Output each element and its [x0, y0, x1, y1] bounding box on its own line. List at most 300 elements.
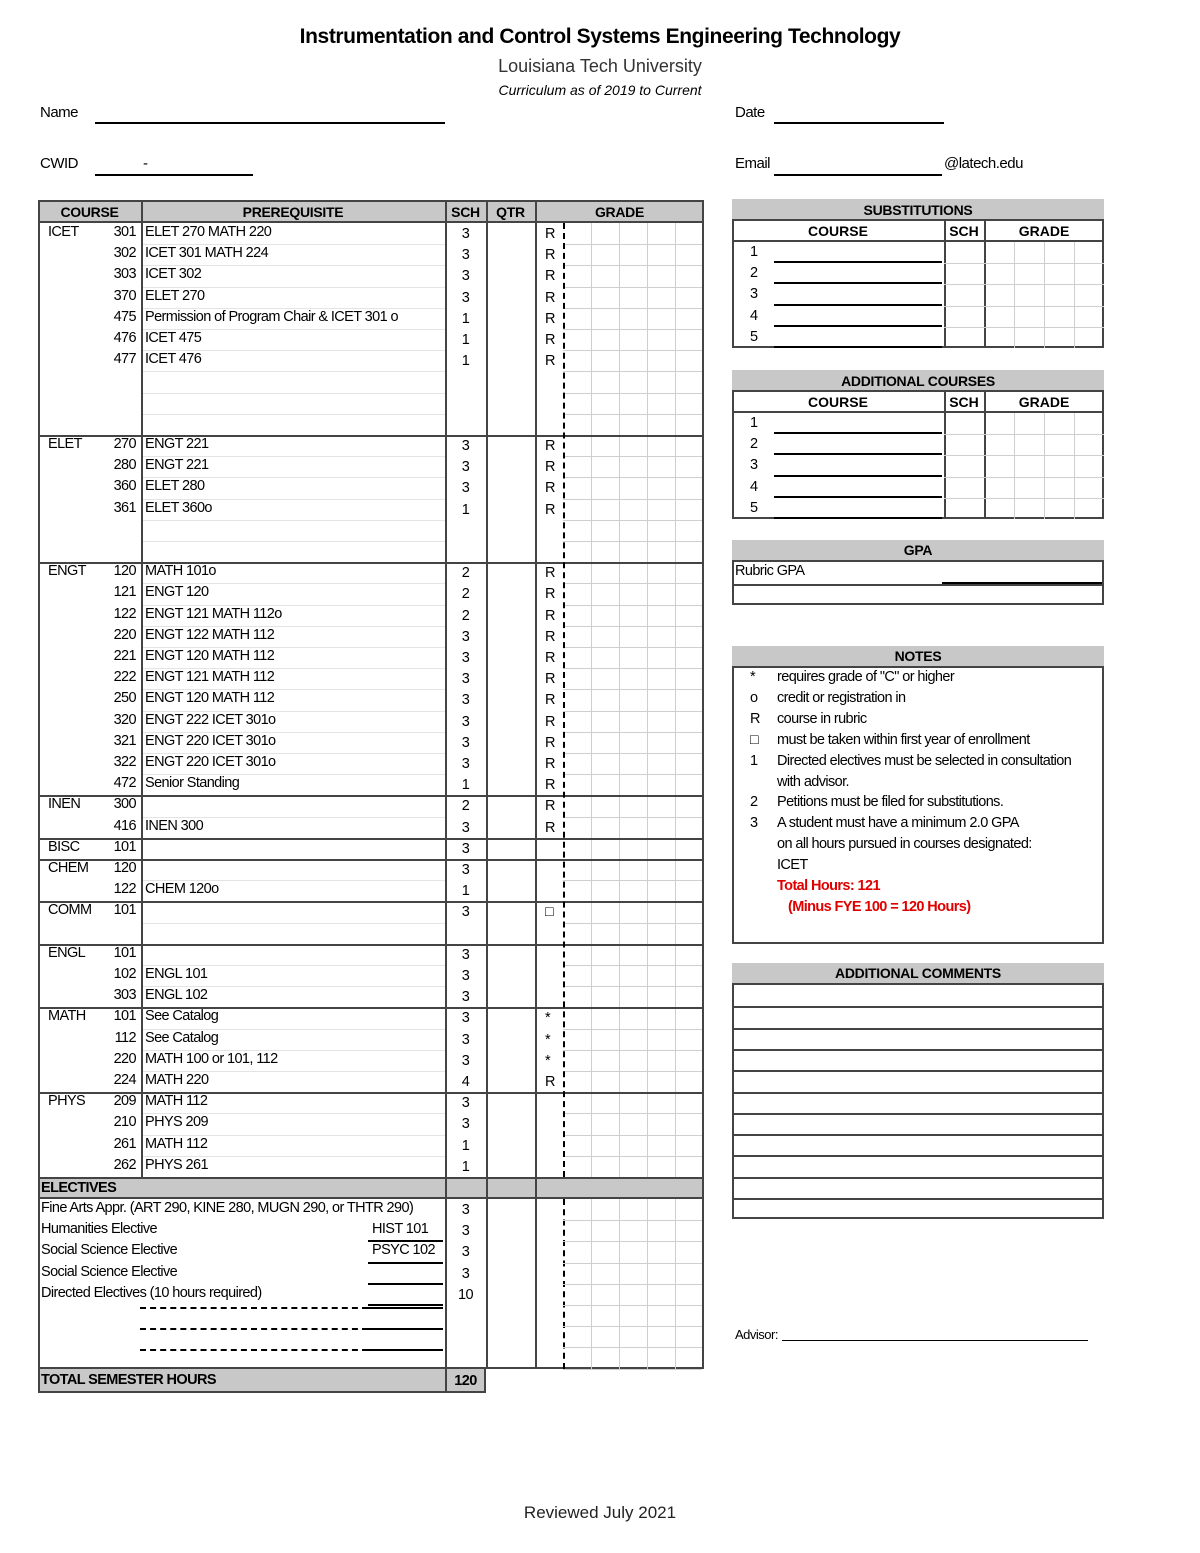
row-qtr-field[interactable]: [488, 1008, 533, 1027]
row-course-number: 112: [114, 1029, 136, 1046]
comment-line[interactable]: [732, 1177, 1104, 1179]
substitutions-course-field[interactable]: [774, 282, 942, 284]
row-sch: 3: [461, 840, 470, 857]
elective-course: HIST 101: [372, 1221, 429, 1238]
row-qtr-field[interactable]: [488, 245, 533, 264]
substitutions-title: SUBSTITUTIONS: [732, 199, 1104, 221]
row-grade-field[interactable]: [565, 860, 700, 879]
row-grade-field[interactable]: [565, 733, 700, 752]
gpa-title: GPA: [732, 540, 1104, 562]
row-sch: 3: [461, 734, 470, 751]
directed-elective-field[interactable]: [368, 1328, 443, 1330]
row-course-number: 101: [113, 944, 136, 961]
row-course-number: 320: [113, 711, 136, 728]
row-course-number: 120: [113, 860, 136, 876]
row-course-number: 210: [113, 1114, 136, 1131]
row-grade-field[interactable]: [565, 478, 700, 497]
row-course-number: 221: [113, 648, 136, 664]
row-qtr-field[interactable]: [488, 394, 533, 413]
row-qtr-field[interactable]: [488, 860, 533, 879]
row-sch: 2: [461, 798, 470, 815]
row-qtr-field[interactable]: [488, 351, 533, 370]
row-grade-field[interactable]: [565, 1114, 700, 1133]
header-divider: [535, 200, 537, 223]
row-prerequisite: PHYS 261: [145, 1156, 208, 1173]
row-grade-field[interactable]: [565, 796, 700, 815]
row-sch: 1: [461, 1137, 470, 1154]
row-qtr-field[interactable]: [488, 945, 533, 964]
row-grade-mark: R: [545, 565, 555, 582]
row-sch: 3: [461, 1052, 470, 1069]
row-qtr-field[interactable]: [488, 266, 533, 285]
additional-courses-row-number: 2: [750, 436, 758, 453]
row-course-number: 122: [113, 881, 136, 898]
electives-divider: [535, 1177, 537, 1369]
directed-elective-field[interactable]: [368, 1307, 443, 1309]
row-sch: 2: [461, 607, 470, 624]
row-qtr-field[interactable]: [488, 1051, 533, 1070]
row-grade-mark: R: [545, 734, 555, 751]
row-sch: 3: [461, 1116, 470, 1133]
electives-gridline: [563, 1263, 702, 1264]
row-prerequisite: Permission of Program Chair & ICET 301 o: [145, 308, 398, 325]
row-grade-field[interactable]: [565, 1072, 700, 1091]
row-prerequisite: ENGL 102: [145, 987, 208, 1004]
substitutions-course-field[interactable]: [774, 261, 942, 263]
row-qtr-field[interactable]: [488, 775, 533, 794]
elective-label: Social Science Elective: [41, 1263, 178, 1280]
row-grade-field[interactable]: [565, 1093, 700, 1112]
additional-courses-gridline: [984, 455, 1104, 456]
row-qtr-field[interactable]: [488, 1157, 533, 1176]
row-sch: 3: [461, 438, 470, 454]
comment-line[interactable]: [732, 1049, 1104, 1051]
row-grade-field[interactable]: [565, 351, 700, 370]
footer-reviewed: Reviewed July 2021: [523, 1503, 677, 1522]
row-grade-mark: R: [545, 501, 555, 518]
substitutions-gridline: [944, 306, 984, 307]
row-sch: 3: [461, 946, 470, 963]
row-grade-field[interactable]: [565, 436, 700, 455]
row-grade-field[interactable]: [565, 690, 700, 709]
row-qtr-field[interactable]: [488, 415, 533, 434]
col-header-course: COURSE: [60, 204, 119, 220]
row-prerequisite: ICET 475: [145, 330, 202, 346]
row-sch: 1: [461, 1158, 470, 1175]
row-gridline: [141, 393, 445, 394]
row-course-number: 303: [113, 987, 136, 1004]
additional-courses-grade-col: [1074, 413, 1075, 519]
row-sch: 3: [461, 1031, 470, 1048]
note-symbol: 2: [750, 794, 758, 811]
row-grade-field[interactable]: [565, 881, 700, 900]
substitutions-grade-col: [1014, 242, 1015, 348]
additional-courses-course-field[interactable]: [774, 432, 942, 434]
date-field[interactable]: [774, 122, 944, 124]
elective-course-field[interactable]: [368, 1240, 443, 1242]
electives-divider: [486, 1177, 488, 1369]
comment-line[interactable]: [732, 1070, 1104, 1072]
row-grade-mark: R: [545, 226, 555, 242]
additional-courses-grade-col: [1014, 413, 1015, 519]
row-sch: 1: [461, 353, 470, 370]
row-prerequisite: Senior Standing: [145, 775, 240, 792]
row-course-number: 476: [113, 330, 136, 346]
row-sch: 3: [461, 1010, 470, 1027]
note-symbol: *: [750, 669, 756, 685]
row-course-number: 220: [113, 626, 136, 643]
additional-courses-row-number: 5: [750, 499, 758, 516]
row-grade-field[interactable]: [565, 1051, 700, 1070]
row-course-number: 222: [113, 669, 136, 686]
row-grade-field[interactable]: [565, 775, 700, 794]
row-dept: BISC: [48, 838, 80, 855]
row-sch: 3: [461, 247, 470, 264]
substitutions-gridline: [984, 327, 1104, 328]
row-grade-field[interactable]: [565, 648, 700, 667]
additional-courses-gridline: [944, 455, 984, 456]
row-grade-field[interactable]: [565, 1008, 700, 1027]
row-qtr-field[interactable]: [488, 1030, 533, 1049]
body-divider: [141, 223, 143, 1177]
row-grade-field[interactable]: [565, 584, 700, 603]
row-qtr-field[interactable]: [488, 881, 533, 900]
row-grade-field[interactable]: [565, 542, 700, 561]
note-symbol: 1: [750, 752, 758, 769]
comment-line[interactable]: [732, 1155, 1104, 1157]
row-grade-field[interactable]: [565, 224, 700, 243]
row-prerequisite: MATH 101o: [145, 563, 216, 580]
elective-label: Social Science Elective: [41, 1242, 178, 1259]
row-dept: ENGL: [48, 944, 86, 961]
row-sch: 1: [461, 777, 470, 794]
row-grade-mark: R: [545, 671, 555, 688]
row-grade-field[interactable]: [565, 500, 700, 519]
note-text: with advisor.: [777, 773, 849, 790]
substitutions-row-number: 3: [750, 286, 758, 303]
substitutions-course-field[interactable]: [774, 325, 942, 327]
row-qtr-field[interactable]: [488, 966, 533, 985]
note-symbol: o: [750, 689, 758, 706]
substitutions-row-number: 1: [750, 244, 758, 260]
row-grade-field[interactable]: [565, 521, 700, 540]
row-prerequisite: ENGL 101: [145, 966, 208, 982]
row-grade-field[interactable]: [565, 945, 700, 964]
date-label: Date: [735, 104, 765, 121]
row-sch: 3: [461, 459, 470, 476]
substitutions-grade-col: [1044, 242, 1045, 348]
row-qtr-field[interactable]: [488, 627, 533, 646]
additional-courses-sch-header: SCH: [949, 394, 979, 410]
row-sch: 1: [461, 310, 470, 327]
row-grade-field[interactable]: [565, 669, 700, 688]
substitutions-course-field[interactable]: [774, 304, 942, 306]
substitutions-grade-header: GRADE: [1018, 223, 1070, 239]
row-grade-field[interactable]: [565, 457, 700, 476]
row-prerequisite: INEN 300: [145, 817, 204, 834]
row-sch: 3: [461, 671, 470, 688]
substitutions-gridline: [984, 284, 1104, 285]
elective-course-field[interactable]: [368, 1283, 443, 1285]
row-sch: 3: [461, 713, 470, 730]
row-sch: 1: [461, 332, 470, 348]
row-qtr-field[interactable]: [488, 309, 533, 328]
row-sch: 3: [461, 628, 470, 645]
row-qtr-field[interactable]: [488, 563, 533, 582]
row-dept: ELET: [48, 436, 82, 452]
row-prerequisite: ICET 476: [145, 351, 202, 368]
row-prerequisite: ENGT 122 MATH 112: [145, 626, 275, 643]
advisor-label: Advisor:: [735, 1327, 778, 1342]
directed-elective-dashes: [140, 1307, 368, 1309]
row-grade-field[interactable]: [565, 330, 700, 349]
note-text: on all hours pursued in courses designated:: [777, 836, 1032, 853]
additional-courses-gridline: [984, 434, 1104, 435]
row-sch: 3: [461, 862, 470, 878]
row-sch: 2: [461, 565, 470, 582]
directed-elective-field[interactable]: [368, 1349, 443, 1351]
row-prerequisite: MATH 112: [145, 1093, 208, 1110]
row-dept: ICET: [48, 224, 79, 240]
comment-line[interactable]: [732, 1092, 1104, 1094]
header-divider: [486, 200, 488, 223]
comment-line[interactable]: [732, 1198, 1104, 1200]
row-course-number: 475: [113, 308, 136, 325]
row-qtr-field[interactable]: [488, 457, 533, 476]
row-qtr-field[interactable]: [488, 500, 533, 519]
row-grade-mark: R: [545, 480, 555, 497]
row-course-number: 360: [113, 478, 136, 495]
row-grade-mark: R: [545, 819, 555, 836]
row-prerequisite: ELET 270 MATH 220: [145, 224, 272, 240]
row-qtr-field[interactable]: [488, 1114, 533, 1133]
comments-title: ADDITIONAL COMMENTS: [732, 963, 1104, 985]
row-sch: 4: [461, 1074, 470, 1090]
row-prerequisite: ELET 270: [145, 287, 205, 304]
row-grade-mark: *: [545, 1052, 551, 1069]
row-grade-field[interactable]: [565, 987, 700, 1006]
row-grade-mark: R: [545, 459, 555, 476]
row-prerequisite: See Catalog: [145, 1029, 219, 1046]
row-grade-field[interactable]: [565, 902, 700, 921]
additional-courses-gridline: [984, 498, 1104, 499]
row-grade-field[interactable]: [565, 627, 700, 646]
name-field[interactable]: [95, 122, 445, 124]
note-text: course in rubric: [777, 710, 867, 727]
additional-courses-course-field[interactable]: [774, 475, 942, 477]
row-qtr-field[interactable]: [488, 436, 533, 455]
row-qtr-field[interactable]: [488, 584, 533, 603]
row-grade-field[interactable]: [565, 415, 700, 434]
row-grade-mark: R: [545, 247, 555, 264]
row-course-number: 120: [113, 563, 136, 580]
row-qtr-field[interactable]: [488, 478, 533, 497]
row-qtr-field[interactable]: [488, 330, 533, 349]
row-course-number: 270: [113, 436, 136, 452]
row-grade-field[interactable]: [565, 712, 700, 731]
elective-course-field[interactable]: [368, 1304, 443, 1306]
row-sch: 3: [461, 268, 470, 285]
header-divider: [445, 200, 447, 223]
row-prerequisite: ICET 302: [145, 266, 202, 283]
row-qtr-field[interactable]: [488, 839, 533, 858]
cwid-label: CWID: [40, 155, 78, 172]
row-qtr-field[interactable]: [488, 1093, 533, 1112]
row-qtr-field[interactable]: [488, 754, 533, 773]
additional-courses-gridline: [944, 477, 984, 478]
row-sch: 3: [461, 904, 470, 921]
row-sch: 3: [461, 650, 470, 666]
substitutions-gridline: [944, 284, 984, 285]
row-sch: 3: [461, 819, 470, 836]
elective-sch: 3: [461, 1223, 470, 1240]
additional-courses-row-number: 1: [750, 415, 758, 431]
row-grade-field[interactable]: [565, 288, 700, 307]
row-qtr-field[interactable]: [488, 648, 533, 667]
elective-sch: 3: [461, 1244, 470, 1261]
row-qtr-field[interactable]: [488, 924, 533, 943]
additional-courses-course-field[interactable]: [774, 453, 942, 455]
curriculum-note: Curriculum as of 2019 to Current: [498, 82, 702, 98]
row-course-number: 122: [113, 605, 136, 622]
row-qtr-field[interactable]: [488, 521, 533, 540]
note-text: Petitions must be filed for substitutions.: [777, 794, 1004, 811]
row-grade-field[interactable]: [565, 839, 700, 858]
comment-line[interactable]: [732, 1113, 1104, 1115]
elective-course-field[interactable]: [368, 1262, 443, 1264]
row-qtr-field[interactable]: [488, 606, 533, 625]
row-course-number: 416: [113, 817, 136, 834]
row-grade-field[interactable]: [565, 754, 700, 773]
row-grade-field[interactable]: [565, 818, 700, 837]
advisor-signature-field[interactable]: [782, 1340, 1088, 1341]
note-symbol: □: [750, 731, 759, 748]
substitutions-sch-header: SCH: [949, 223, 979, 239]
row-grade-field[interactable]: [565, 1136, 700, 1155]
name-label: Name: [40, 104, 79, 121]
row-grade-field[interactable]: [565, 245, 700, 264]
row-dept: PHYS: [48, 1093, 86, 1110]
row-grade-field[interactable]: [565, 266, 700, 285]
row-dept: INEN: [48, 796, 81, 813]
row-course-number: 303: [113, 266, 136, 283]
row-qtr-field[interactable]: [488, 796, 533, 815]
comment-line[interactable]: [732, 1028, 1104, 1030]
row-qtr-field[interactable]: [488, 712, 533, 731]
row-qtr-field[interactable]: [488, 902, 533, 921]
row-grade-field[interactable]: [565, 606, 700, 625]
row-gridline: [141, 923, 445, 924]
row-sch: 2: [461, 586, 470, 603]
substitutions-grade-col: [1074, 242, 1075, 348]
row-dept: MATH: [48, 1008, 86, 1025]
row-grade-mark: R: [545, 756, 555, 772]
additional-courses-grade-col: [1044, 413, 1045, 519]
col-header-prereq: PREREQUISITE: [242, 204, 344, 220]
row-grade-mark: *: [545, 1031, 551, 1048]
row-course-number: 300: [113, 796, 136, 813]
substitutions-course-header: COURSE: [808, 223, 868, 239]
comment-line[interactable]: [732, 1134, 1104, 1136]
additional-courses-course-field[interactable]: [774, 496, 942, 498]
row-qtr-field[interactable]: [488, 224, 533, 243]
elective-label: Directed Electives (10 hours required): [41, 1284, 262, 1301]
row-grade-mark: R: [545, 289, 555, 306]
note-text: credit or registration in: [777, 689, 906, 706]
row-qtr-field[interactable]: [488, 690, 533, 709]
row-grade-field[interactable]: [565, 563, 700, 582]
row-grade-mark: *: [545, 1010, 551, 1027]
row-qtr-field[interactable]: [488, 733, 533, 752]
email-field[interactable]: [774, 174, 942, 176]
row-grade-field[interactable]: [565, 966, 700, 985]
additional-courses-course-header: COURSE: [808, 394, 868, 410]
row-gridline: [141, 371, 445, 372]
row-grade-mark: R: [545, 438, 555, 454]
note-text: Directed electives must be selected in consultation: [777, 752, 1072, 769]
row-qtr-field[interactable]: [488, 987, 533, 1006]
minus-fye-note: (Minus FYE 100 = 120 Hours): [788, 899, 971, 915]
row-grade-field[interactable]: [565, 1030, 700, 1049]
additional-courses-gridline: [944, 498, 984, 499]
row-course-number: 370: [113, 287, 136, 304]
total-value: 120: [454, 1372, 477, 1389]
row-sch: 3: [461, 226, 470, 242]
row-course-number: 220: [113, 1050, 136, 1067]
total-hours-note: Total Hours: 121: [777, 878, 880, 894]
row-grade-field[interactable]: [565, 394, 700, 413]
row-dept: CHEM: [48, 860, 89, 876]
row-grade-field[interactable]: [565, 372, 700, 391]
row-qtr-field[interactable]: [488, 1136, 533, 1155]
comment-line[interactable]: [732, 1006, 1104, 1008]
cwid-field[interactable]: [95, 174, 253, 176]
row-sch: 1: [461, 501, 470, 518]
row-grade-mark: R: [545, 268, 555, 285]
row-prerequisite: CHEM 120o: [145, 881, 219, 898]
row-qtr-field[interactable]: [488, 372, 533, 391]
row-grade-mark: R: [545, 586, 555, 603]
row-grade-mark: □: [545, 904, 554, 921]
row-qtr-field[interactable]: [488, 288, 533, 307]
row-grade-field[interactable]: [565, 924, 700, 943]
row-sch: 3: [461, 756, 470, 772]
row-prerequisite: ELET 360o: [145, 499, 212, 516]
row-course-number: 280: [113, 457, 136, 474]
additional-courses-course-field[interactable]: [774, 517, 942, 519]
row-qtr-field[interactable]: [488, 1072, 533, 1091]
row-prerequisite: MATH 112: [145, 1135, 208, 1152]
substitutions-course-field[interactable]: [774, 346, 942, 348]
row-course-number: 101: [113, 838, 136, 855]
row-course-number: 321: [113, 732, 136, 749]
elective-course: PSYC 102: [372, 1242, 435, 1259]
row-qtr-field[interactable]: [488, 542, 533, 561]
row-course-number: 102: [113, 966, 136, 982]
row-qtr-field[interactable]: [488, 669, 533, 688]
row-course-number: 250: [113, 690, 136, 707]
row-grade-field[interactable]: [565, 1157, 700, 1176]
row-grade-field[interactable]: [565, 309, 700, 328]
elective-label: Fine Arts Appr. (ART 290, KINE 280, MUGN 290, or THTR 290): [41, 1200, 414, 1216]
elective-sch: 3: [461, 1265, 470, 1282]
row-sch: 3: [461, 480, 470, 497]
substitutions-row-number: 2: [750, 265, 758, 282]
row-qtr-field[interactable]: [488, 818, 533, 837]
row-dept: ENGT: [48, 563, 86, 580]
additional-courses-title: ADDITIONAL COURSES: [732, 370, 1104, 392]
row-course-number: 472: [113, 775, 136, 792]
